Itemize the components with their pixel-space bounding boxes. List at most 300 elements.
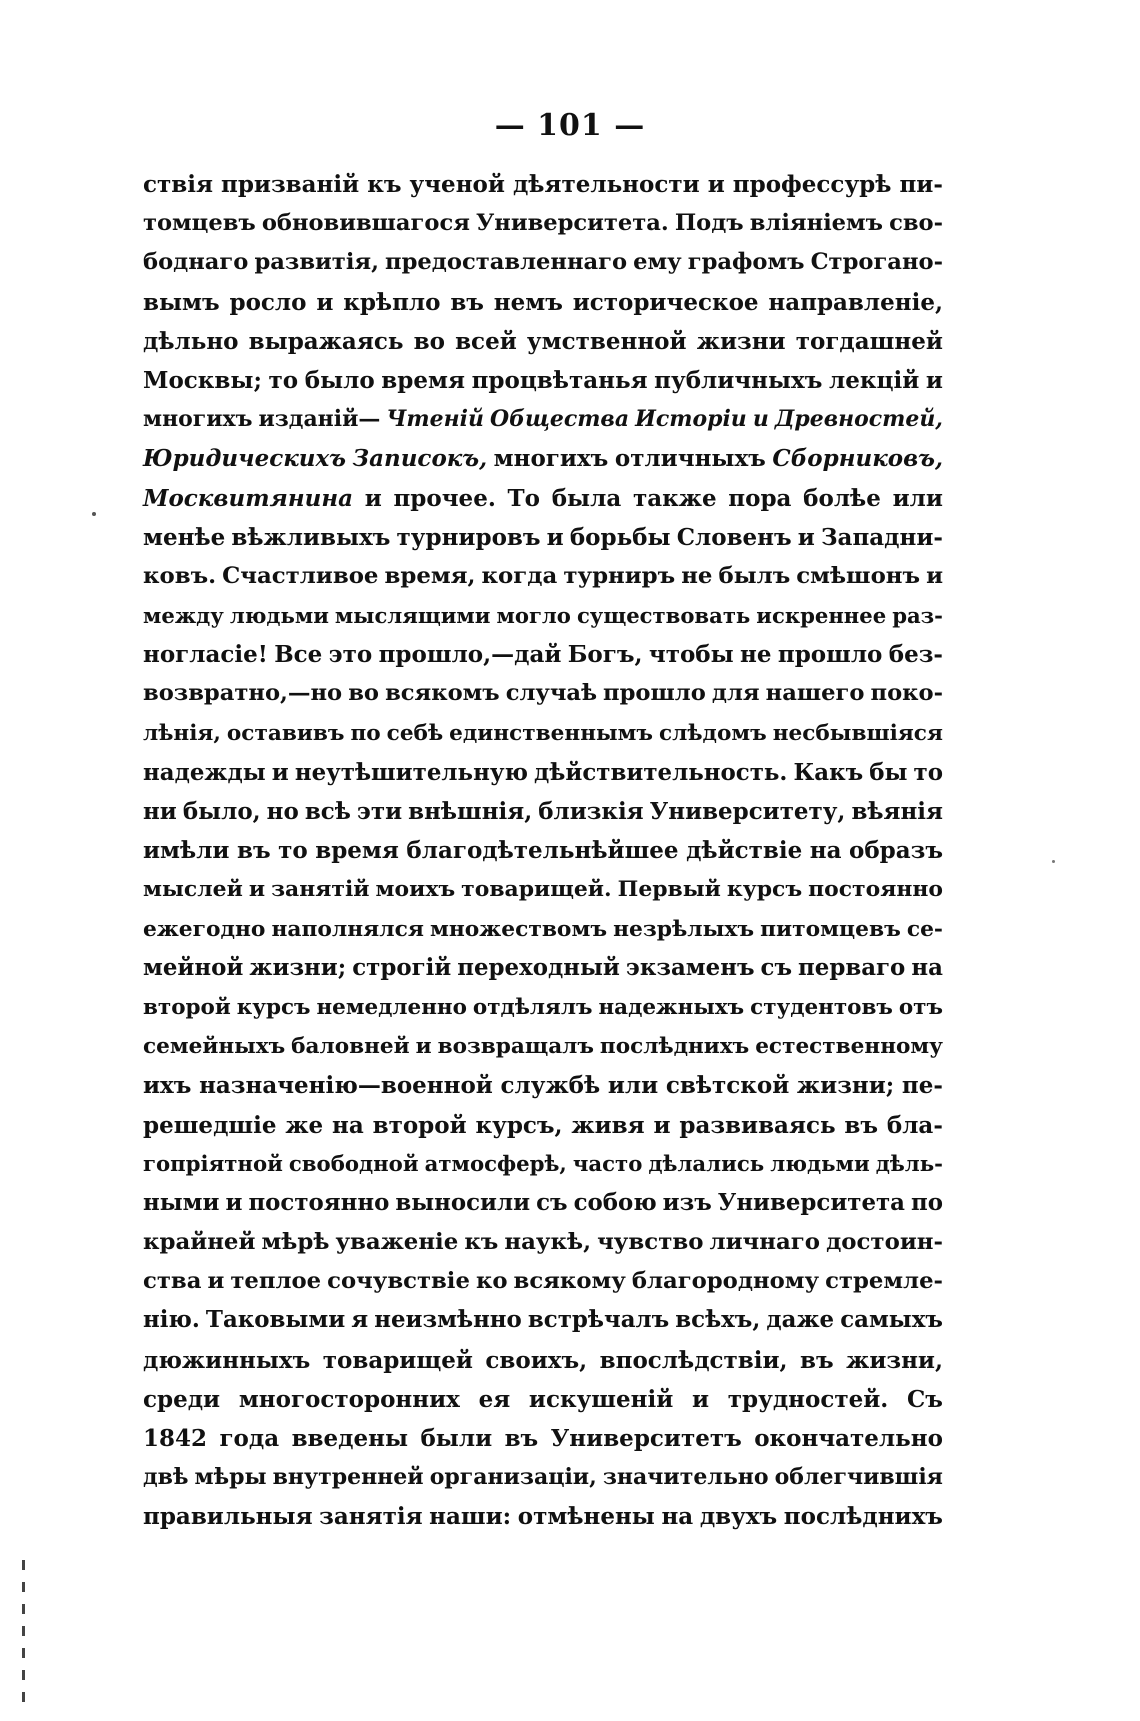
word: на [332, 1111, 364, 1139]
italic-word: Москвитянина [143, 484, 353, 512]
text-line [143, 949, 943, 988]
word: Какъ [793, 758, 864, 786]
word: ихъ [143, 1072, 192, 1100]
word: переходный [457, 954, 620, 981]
word: въ [237, 837, 271, 865]
text-line [143, 831, 943, 870]
word: томцевъ [143, 210, 256, 237]
word: въ [504, 1425, 539, 1452]
word: выносили [395, 1189, 531, 1216]
text-line [143, 1066, 943, 1105]
word: постоянно [808, 876, 943, 903]
word: студентовъ [750, 994, 893, 1020]
margin-mark [1052, 860, 1055, 863]
word: былъ [718, 562, 791, 589]
word: товарищей. [461, 876, 612, 903]
word: дюжинныхъ [143, 1346, 311, 1374]
word: было [304, 366, 375, 394]
word: Первый [617, 876, 721, 903]
word: неизмѣнно [374, 1307, 522, 1334]
word: 1842 [143, 1425, 208, 1452]
word: питомцевъ [760, 916, 901, 942]
word: мыслей [143, 876, 243, 903]
word: внутренней [272, 1464, 424, 1491]
word: себѣ [386, 720, 444, 746]
word: мѣры [194, 1464, 267, 1491]
word: людьми [770, 1151, 870, 1177]
word: сво- [889, 210, 943, 237]
word: встрѣчалъ [527, 1307, 670, 1334]
word: смѣшонъ [796, 562, 921, 589]
italic-word: Общества [489, 406, 630, 433]
word: слѣдомъ [659, 720, 767, 746]
word: мыслящими [334, 603, 491, 629]
word: также [632, 484, 717, 512]
word: ковъ. [143, 562, 217, 589]
word: я [351, 1307, 369, 1334]
word: незрѣлыхъ [613, 916, 755, 942]
word: близкія [538, 798, 644, 825]
italic-word: и [752, 406, 769, 433]
text-line [143, 439, 943, 478]
word: историческое [572, 288, 759, 316]
word: турниръ [563, 562, 676, 589]
word: прошло,—дай [378, 641, 562, 669]
word: и [926, 562, 943, 589]
word: личнаго [709, 1229, 821, 1256]
word: было, [182, 798, 261, 825]
word: изданій— [258, 406, 381, 433]
word: и [707, 171, 725, 198]
word: Строгано- [810, 249, 943, 276]
word: семейныхъ [143, 1034, 286, 1060]
word: баловней [291, 1034, 410, 1060]
word: естественному [755, 1034, 943, 1060]
word: Подъ [674, 210, 744, 237]
word: или [892, 484, 943, 512]
word: уваженіе [335, 1229, 459, 1256]
word: борьбы [569, 523, 671, 551]
word: неутѣшительную [294, 758, 528, 786]
word: стремле- [825, 1268, 943, 1295]
word: гопріятной [143, 1151, 283, 1177]
word: Богъ, [567, 641, 643, 669]
text-line [143, 870, 943, 909]
word: публичныхъ [654, 366, 823, 394]
word: отмѣнены [517, 1503, 655, 1531]
word: умственной [526, 327, 687, 355]
word: оставивъ [226, 720, 345, 746]
word: перваго [798, 954, 906, 981]
word: послѣднихъ [783, 1503, 943, 1531]
word: Москвы; [143, 366, 262, 394]
word: жизни; [796, 1072, 895, 1100]
word: двѣ [143, 1464, 189, 1491]
word: по [910, 1189, 943, 1216]
word: то [913, 758, 943, 786]
word: къ [367, 171, 402, 198]
word: ными [143, 1189, 220, 1216]
word: менѣе [143, 523, 226, 551]
word: ствія [143, 171, 213, 198]
word: бла- [886, 1111, 943, 1139]
text-line [143, 988, 943, 1027]
text-line [143, 674, 943, 713]
word: Университету, [649, 798, 846, 825]
word: послѣднихъ [599, 1034, 750, 1060]
word: моихъ [375, 876, 456, 903]
word: многихъ [493, 445, 609, 473]
word: лекцій [829, 366, 920, 394]
word: крайней [143, 1229, 256, 1256]
word: назначенію—военной [199, 1072, 493, 1100]
word: трудностей. [727, 1385, 889, 1413]
word: не [681, 562, 713, 589]
word: второй [372, 1111, 467, 1139]
word: немедленно [316, 994, 467, 1020]
word: множествомъ [429, 916, 608, 942]
word: дѣльно [143, 327, 239, 355]
word: возвратно,—но [143, 680, 343, 707]
word: на [661, 1503, 694, 1531]
text-line [143, 1145, 943, 1184]
text-line [143, 1458, 943, 1497]
word: и [415, 1034, 432, 1060]
word: Западни- [820, 523, 943, 551]
word: графомъ [687, 249, 805, 276]
word: Словенъ [676, 523, 792, 551]
word: товарищей [322, 1346, 473, 1374]
text-line [143, 1223, 943, 1262]
word: надежды [143, 758, 266, 786]
word: занятія [319, 1503, 423, 1531]
word: вѣянія [851, 798, 943, 825]
word: возвращалъ [437, 1034, 594, 1060]
word: всякомъ [385, 680, 500, 707]
word: ея [478, 1385, 511, 1413]
word: съ [760, 954, 793, 981]
word: благородному [631, 1268, 820, 1295]
word: Университетъ [550, 1425, 742, 1452]
word: дѣль- [875, 1151, 943, 1177]
text-line [143, 792, 943, 831]
word: въ [800, 1346, 834, 1374]
word: немъ [493, 288, 563, 316]
word: самыхъ [840, 1307, 943, 1334]
text-line [143, 1380, 943, 1419]
text-line [143, 400, 943, 439]
text-line [143, 1027, 943, 1066]
word: развиваясь [679, 1111, 836, 1139]
text-line [143, 1419, 943, 1458]
word: и [925, 366, 943, 394]
word: турнировъ [396, 523, 541, 551]
word: атмосферѣ, [424, 1151, 567, 1177]
word: эти [356, 798, 403, 825]
text-line [143, 557, 943, 596]
word: ему [633, 249, 682, 276]
page-number: — 101 — [494, 108, 646, 143]
word: организаціи, [429, 1464, 597, 1491]
word: росло [229, 288, 307, 316]
word: и [225, 1189, 243, 1216]
word: болѣе [803, 484, 881, 512]
word: значительно [602, 1464, 769, 1491]
word: была [551, 484, 622, 512]
word: прошло [603, 680, 706, 707]
word: ни [143, 798, 177, 825]
text-line [143, 322, 943, 361]
word: решедшіе [143, 1111, 277, 1139]
word: службѣ [500, 1072, 601, 1100]
word: курсъ [236, 994, 311, 1020]
word: на [911, 954, 943, 981]
word: имѣли [143, 837, 230, 865]
text-line [143, 1184, 943, 1223]
word: же [285, 1111, 324, 1139]
word: курсъ [726, 876, 803, 903]
word: выражаясь [248, 327, 404, 355]
word: ко [475, 1268, 508, 1295]
word: впослѣдствіи, [599, 1346, 788, 1374]
word: теплое [230, 1268, 322, 1295]
word: внѣшнія, [408, 798, 533, 825]
word: предоставленнаго [385, 249, 628, 276]
word: Таковыми [205, 1307, 346, 1334]
text-line [143, 165, 943, 204]
word: наши: [429, 1503, 512, 1531]
word: пе- [901, 1072, 943, 1100]
italic-word: Записокъ, [352, 445, 488, 473]
word: дѣйствительность. [534, 758, 788, 786]
word: своихъ, [485, 1346, 588, 1374]
word: и [692, 1385, 710, 1413]
word: но [266, 798, 299, 825]
word: собою [573, 1189, 657, 1216]
binding-edge-marks [22, 1560, 25, 1710]
text-line [143, 479, 943, 518]
word: и [248, 876, 266, 903]
word: направленіе, [768, 288, 943, 316]
word: чтобы [648, 641, 734, 669]
word: вымъ [143, 288, 220, 316]
word: существовать [576, 603, 751, 629]
word: прошло [777, 641, 883, 669]
word: облегчившія [774, 1464, 943, 1491]
word: благодѣтельнѣйшее [406, 837, 679, 865]
word: жизни [696, 327, 786, 355]
word: отличныхъ [614, 445, 766, 473]
word: года [219, 1425, 280, 1452]
word: бы [869, 758, 908, 786]
word: достоин- [826, 1229, 943, 1256]
margin-mark [92, 512, 96, 516]
word: нію. [143, 1307, 200, 1334]
text-line [143, 1301, 943, 1340]
word: несбывшіяся [772, 720, 943, 746]
word: сочувствіе [327, 1268, 470, 1295]
word: ногласіе! [143, 641, 268, 669]
word: постоянно [248, 1189, 390, 1216]
text-line [143, 1341, 943, 1380]
word: и [364, 484, 382, 512]
word: вліяніемъ [749, 210, 883, 237]
word: мейной [143, 954, 244, 981]
word: Университета [717, 1189, 905, 1216]
word: дѣятельности [512, 171, 700, 198]
word: свободной [288, 1151, 419, 1177]
text-line [143, 1262, 943, 1301]
word: ежегодно [143, 916, 266, 942]
word: процвѣтанья [471, 366, 648, 394]
text-line [143, 596, 943, 635]
word: всѣ [304, 798, 351, 825]
word: раз- [892, 603, 943, 629]
text-line [143, 1106, 943, 1145]
word: наукѣ, [504, 1229, 592, 1256]
word: и [316, 288, 334, 316]
text-line [143, 910, 943, 949]
text-line [143, 1497, 943, 1536]
word: часто [572, 1151, 643, 1177]
word: и [546, 523, 564, 551]
word: обновившагося [261, 210, 470, 237]
word: всякому [513, 1268, 626, 1295]
word: не [740, 641, 772, 669]
word: поко- [870, 680, 943, 707]
body-text [143, 165, 943, 1537]
word: дѣлались [648, 1151, 765, 1177]
word: съ [536, 1189, 568, 1216]
word: свѣтской [665, 1072, 790, 1100]
word: могло [496, 603, 571, 629]
text-line [143, 518, 943, 557]
word: многихъ [143, 406, 253, 433]
italic-word: Сборниковъ, [772, 445, 943, 473]
italic-word: Чтеній [386, 406, 484, 433]
word: на [809, 837, 842, 865]
word: или [607, 1072, 659, 1100]
word: курсъ, [475, 1111, 563, 1139]
text-line [143, 714, 943, 753]
word: наполнялся [271, 916, 424, 942]
word: людьми [229, 603, 329, 629]
word: между [143, 603, 224, 629]
word: и [653, 1111, 671, 1139]
word: Счастливое [222, 562, 379, 589]
word: отдѣлялъ [472, 994, 593, 1020]
word: во [413, 327, 445, 355]
word: среди [143, 1385, 221, 1413]
word: это [328, 641, 373, 669]
word: для [711, 680, 760, 707]
word: окончательно [754, 1425, 943, 1452]
word: се- [906, 916, 943, 942]
text-line [143, 204, 943, 243]
word: пора [728, 484, 792, 512]
italic-word: Исторіи [635, 406, 747, 433]
word: прочее. [393, 484, 496, 512]
word: время [315, 837, 399, 865]
word: къ [464, 1229, 499, 1256]
word: лѣнія, [143, 720, 221, 746]
word: время [381, 366, 465, 394]
word: живя [571, 1111, 645, 1139]
word: без- [888, 641, 943, 669]
word: То [507, 484, 541, 512]
word: надежныхъ [598, 994, 745, 1020]
word: ученой [409, 171, 505, 198]
word: пи- [899, 171, 943, 198]
text-line [143, 283, 943, 322]
word: профессурѣ [732, 171, 892, 198]
word: время, [384, 562, 476, 589]
word: занятій [271, 876, 370, 903]
word: въ [844, 1111, 879, 1139]
word: по [350, 720, 381, 746]
word: призваній [221, 171, 360, 198]
word: многосторонних [238, 1385, 460, 1413]
text-line [143, 243, 943, 282]
word: мѣрѣ [261, 1229, 330, 1256]
word: развитія, [254, 249, 379, 276]
word: искушеній [528, 1385, 674, 1413]
word: жизни; [249, 954, 347, 981]
word: вѣжливыхъ [231, 523, 391, 551]
word: тогдашней [795, 327, 943, 355]
word: Университета. [475, 210, 669, 237]
word: были [420, 1425, 493, 1452]
text-line [143, 753, 943, 792]
word: Все [274, 641, 323, 669]
word: даже [766, 1307, 835, 1334]
word: Съ [907, 1385, 943, 1413]
word: введены [291, 1425, 409, 1452]
word: боднаго [143, 249, 249, 276]
word: случаѣ [505, 680, 597, 707]
word: крѣпло [343, 288, 441, 316]
italic-word: Юридическихъ [143, 445, 346, 473]
word: искреннее [756, 603, 887, 629]
word: строгій [352, 954, 452, 981]
word: двухъ [699, 1503, 778, 1531]
word: образъ [848, 837, 943, 865]
word: единственнымъ [449, 720, 653, 746]
word: и [271, 758, 289, 786]
word: и [797, 523, 815, 551]
word: дѣйствіе [686, 837, 803, 865]
word: жизни, [846, 1346, 943, 1374]
italic-word: Древностей, [774, 406, 943, 433]
word: правильныя [143, 1503, 313, 1531]
word: всѣхъ, [675, 1307, 761, 1334]
text-line [143, 635, 943, 674]
word: во [348, 680, 379, 707]
word: изъ [662, 1189, 712, 1216]
word: въ [450, 288, 484, 316]
word: и [207, 1268, 225, 1295]
word: то [278, 837, 308, 865]
word: отъ [898, 994, 943, 1020]
word: чувство [597, 1229, 704, 1256]
word: всей [455, 327, 517, 355]
word: нашего [765, 680, 865, 707]
word: ства [143, 1268, 202, 1295]
word: второй [143, 994, 231, 1020]
word: когда [481, 562, 558, 589]
text-line [143, 361, 943, 400]
word: то [268, 366, 299, 394]
